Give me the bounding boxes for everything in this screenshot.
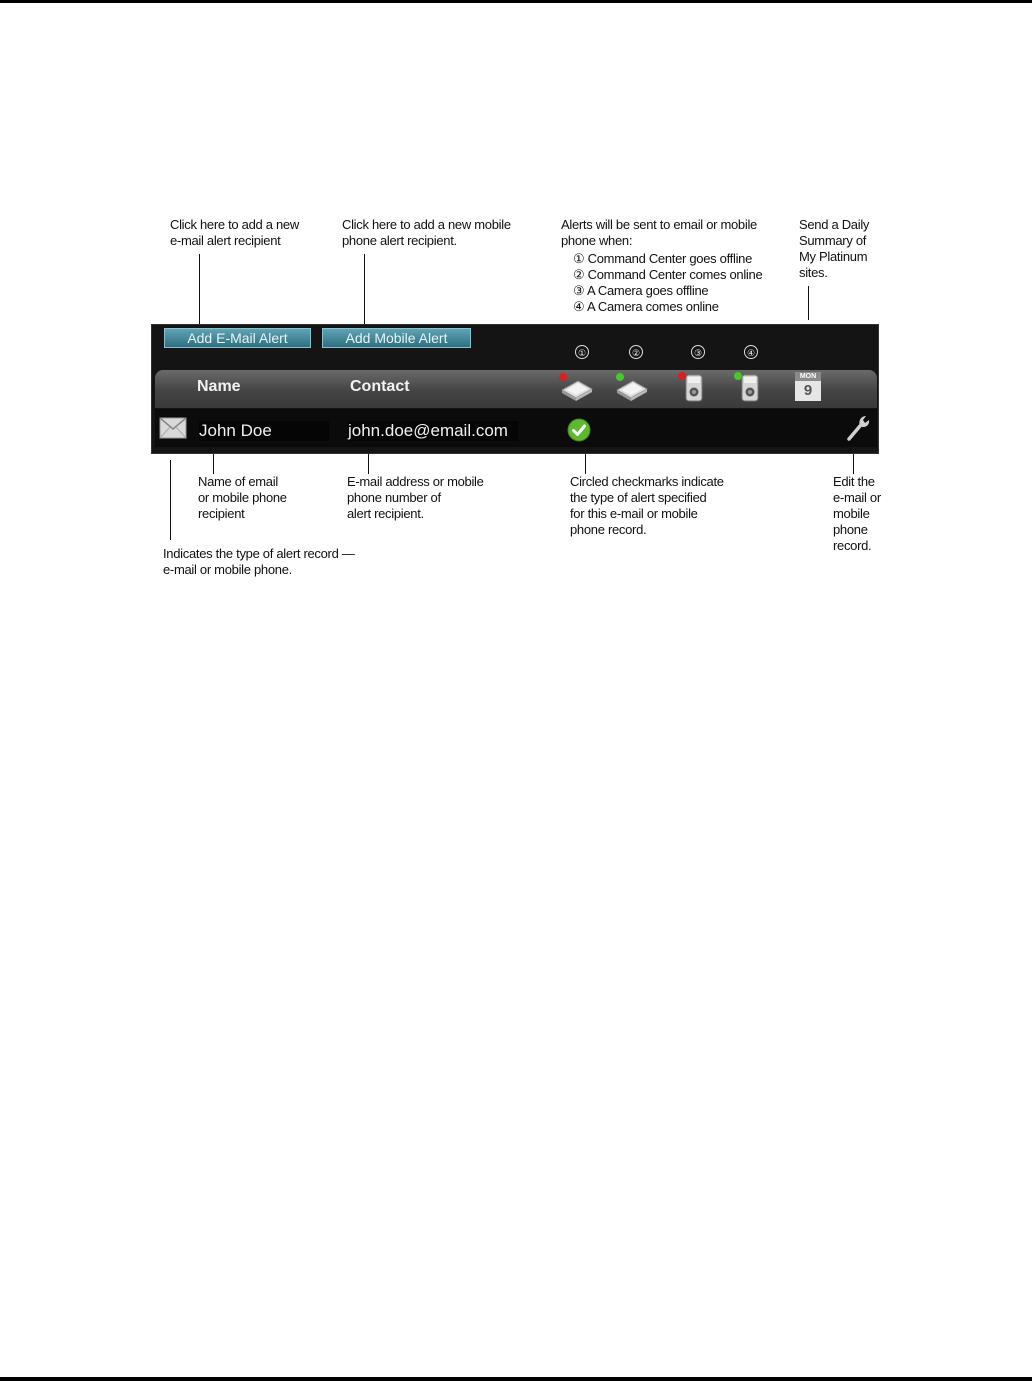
alerts-panel — [151, 324, 879, 454]
callout-edit — [833, 474, 881, 554]
callout-alerts-item-1: ① Command Center goes offline — [573, 251, 753, 266]
callout-name-line-1: Name of email — [198, 474, 278, 489]
daily-summary-calendar-icon — [795, 372, 821, 404]
callout-name-line-2: or mobile phone — [198, 490, 287, 505]
calendar-date-label: 9 — [795, 381, 821, 401]
callout-checkmarks-line-4: phone record. — [570, 522, 647, 537]
callout-add-email-line-2: e-mail alert recipient — [170, 233, 281, 248]
callout-edit-line-3: mobile — [833, 506, 870, 521]
callout-checkmarks-line-3: for this e-mail or mobile — [570, 506, 698, 521]
callout-checkmarks-line-1: Circled checkmarks indicate — [570, 474, 724, 489]
callout-alerts-item-3: ③ A Camera goes offline — [573, 283, 709, 298]
callout-add-mobile — [342, 217, 511, 249]
callout-add-mobile-line-1: Click here to add a new mobile — [342, 217, 511, 232]
callout-name — [198, 474, 287, 522]
column-header-contact: Contact — [350, 378, 410, 395]
callout-daily-line-2: Summary of — [799, 233, 867, 248]
callout-daily-line-4: sites. — [799, 265, 828, 280]
command-center-offline-icon — [556, 370, 596, 406]
camera-online-icon — [732, 370, 768, 406]
callout-alerts-intro-1: Alerts will be sent to email or mobile — [561, 217, 757, 232]
add-mobile-alert-button[interactable]: Add Mobile Alert — [322, 328, 471, 348]
command-center-online-icon — [611, 370, 651, 406]
leader-line-add-mobile — [364, 254, 365, 324]
callout-contact-line-2: phone number of — [347, 490, 441, 505]
callout-daily-summary — [799, 217, 869, 281]
leader-line-daily — [808, 286, 809, 320]
add-email-alert-button[interactable]: Add E-Mail Alert — [164, 328, 311, 348]
top-rule — [0, 0, 1032, 3]
callout-contact — [347, 474, 484, 522]
leader-line-add-email — [199, 254, 200, 324]
alert-number-3: ③ — [691, 345, 705, 359]
callout-alert-types — [561, 217, 762, 315]
recipient-name: John Doe — [199, 421, 329, 441]
callout-alerts-item-4: ④ A Camera comes online — [573, 299, 719, 314]
camera-offline-icon — [676, 370, 712, 406]
leader-line-edit — [853, 454, 854, 474]
callout-edit-line-5: record. — [833, 538, 872, 553]
alert-number-4: ④ — [744, 345, 758, 359]
bottom-rule — [0, 1377, 1032, 1381]
callout-daily-line-3: My Platinum — [799, 249, 868, 264]
callout-daily-line-1: Send a Daily — [799, 217, 870, 232]
callout-add-mobile-line-2: phone alert recipient. — [342, 233, 457, 248]
callout-checkmarks — [570, 474, 724, 538]
leader-line-contact — [368, 454, 369, 474]
callout-name-line-3: recipient — [198, 506, 245, 521]
wrench-icon[interactable] — [845, 412, 873, 442]
callout-alert-record-type — [163, 546, 355, 578]
callout-add-email-line-1: Click here to add a new — [170, 217, 299, 232]
callout-add-email — [170, 217, 299, 249]
envelope-icon — [158, 413, 188, 443]
alert-number-1: ① — [575, 345, 589, 359]
callout-edit-line-4: phone — [833, 522, 868, 537]
leader-line-checkmarks — [585, 454, 586, 474]
leader-line-name — [213, 454, 214, 474]
callout-alerts-item-2: ② Command Center comes online — [573, 267, 763, 282]
table-header — [155, 370, 877, 408]
leader-line-type — [170, 460, 171, 540]
callout-type-line-1: Indicates the type of alert record — — [163, 546, 355, 561]
recipient-contact: john.doe@email.com — [348, 421, 518, 441]
callout-edit-line-1: Edit the — [833, 474, 875, 489]
callout-alerts-intro-2: phone when: — [561, 233, 633, 248]
checkmark-circle-icon[interactable] — [567, 418, 591, 442]
alert-number-2: ② — [629, 345, 643, 359]
column-header-name: Name — [197, 378, 241, 395]
callout-edit-line-2: e-mail or — [833, 490, 881, 505]
callout-type-line-2: e-mail or mobile phone. — [163, 562, 292, 577]
callout-contact-line-1: E-mail address or mobile — [347, 474, 484, 489]
callout-contact-line-3: alert recipient. — [347, 506, 424, 521]
calendar-day-label: MON — [795, 372, 821, 381]
callout-checkmarks-line-2: the type of alert specified — [570, 490, 707, 505]
